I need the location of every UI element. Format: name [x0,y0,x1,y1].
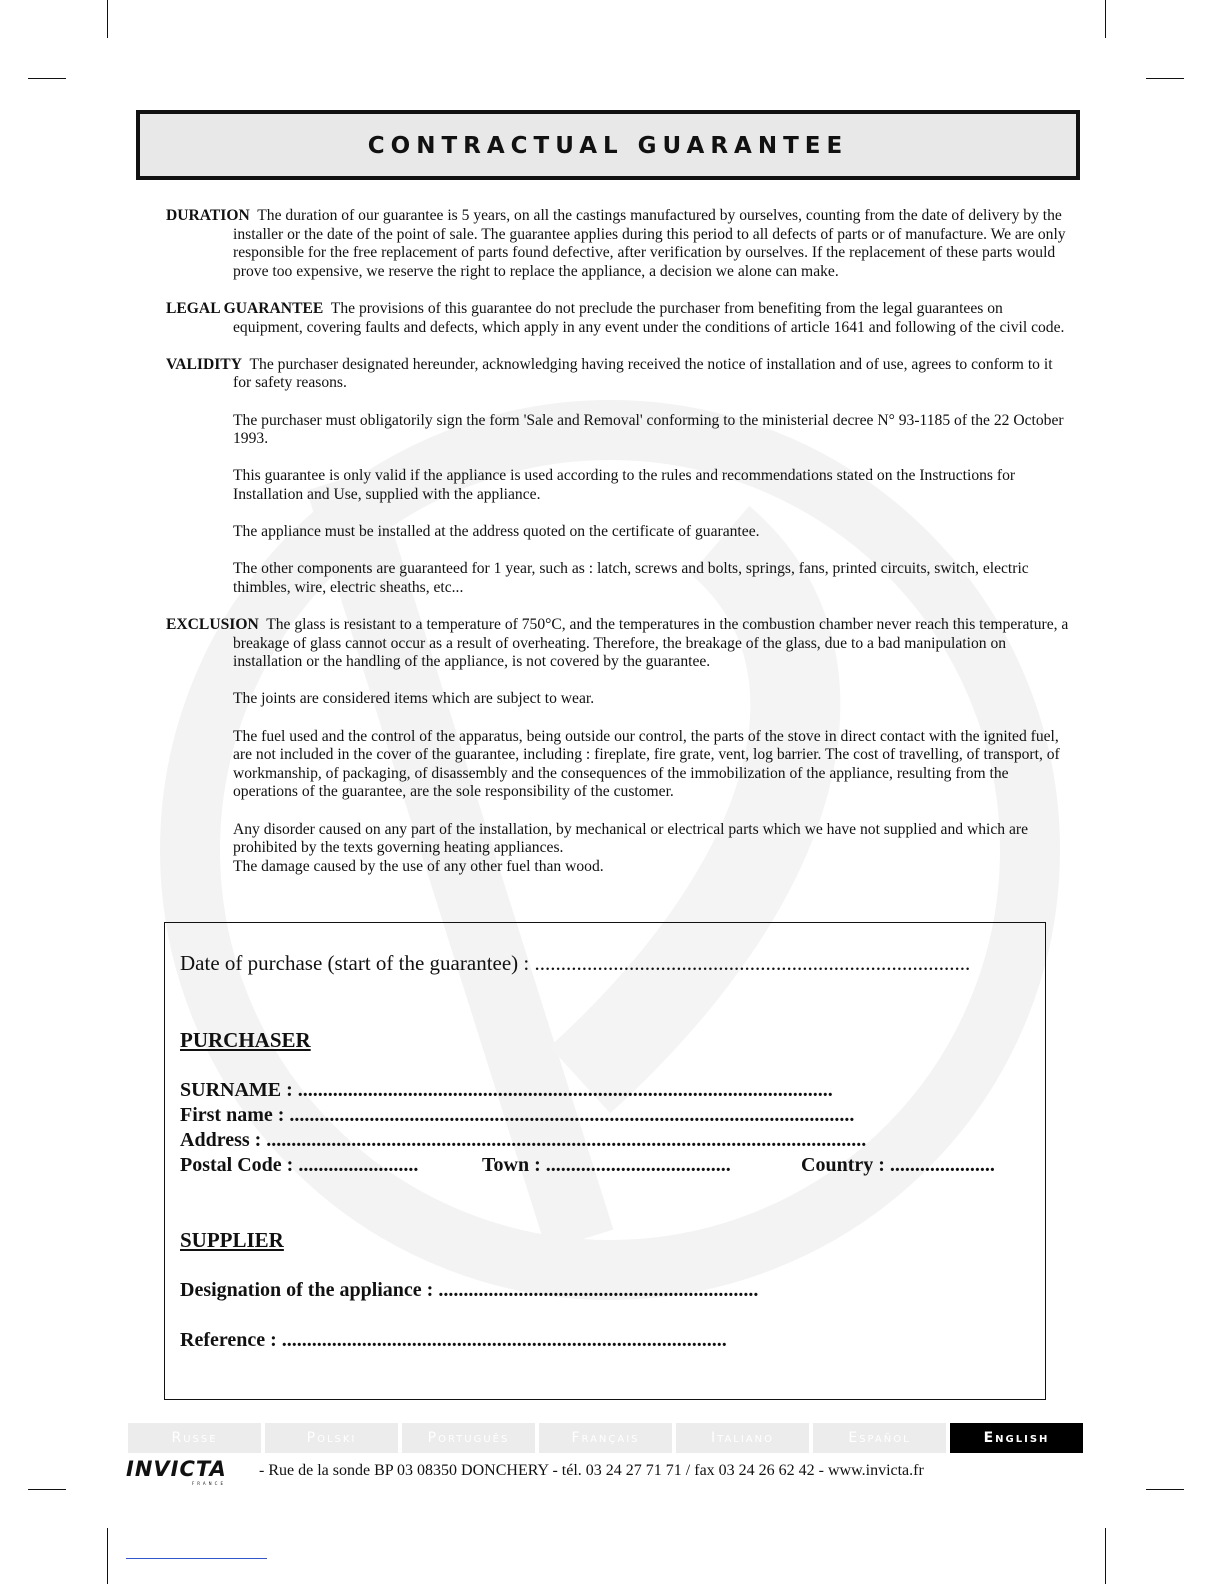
footer-address: - Rue de la sonde BP 03 08350 DONCHERY - tél. 03 24 27 71 71 / fax 03 24 26 62 42 - www.invicta.fr [259,1462,924,1479]
legal-keyword: LEGAL GUARANTEE [166,299,324,317]
tab-english[interactable]: English [950,1423,1083,1453]
crop-mark [28,1489,66,1490]
crop-mark [107,1528,108,1584]
exclusion-text: The glass is resistant to a temperature of 750°C, and the temperatures in the combustion chamber never reach this temperature, a breakage of glass cannot occur as a result of overheating. Therefore, the breakage of the glass, due to a bad manipulation on installation or the handling of the appliance, is not covered by the guarantee. [233,616,1069,671]
crop-mark [107,0,108,38]
title-banner [136,110,1080,180]
invicta-logo: INVICTA [126,1457,227,1481]
crop-mark [1105,0,1106,38]
duration-section [166,207,1070,281]
tab-espanol[interactable]: Español [813,1423,946,1453]
validity-paragraph: The purchaser must obligatorily sign the form 'Sale and Removal' conforming to the ministerial decree N° 93-1185 of the 22 October 1993. [233,411,1064,448]
country-field[interactable]: Country : ..................... [801,1154,995,1176]
crop-mark [28,78,66,79]
invicta-logo-subtitle: FRANCE [192,1481,226,1486]
tab-russe[interactable]: Russe [128,1423,261,1453]
legal-section [166,300,1070,337]
reference-field[interactable]: Reference : ......................................................................................... [180,1329,727,1351]
legal-text: The provisions of this guarantee do not preclude the purchaser from benefiting from the legal guarantees on equipment, covering faults and defects, which apply in any event under the conditions of article 1641 and following of the civil code. [233,299,1065,336]
surname-field[interactable]: SURNAME : ........................................................................................................... [180,1079,833,1101]
page-title: CONTRACTUAL GUARANTEE [367,133,849,159]
guarantee-form [164,922,1046,1400]
validity-section [166,356,1070,393]
exclusion-paragraph: The damage caused by the use of any other fuel than wood. [233,857,604,875]
tab-polski[interactable]: Polski [265,1423,398,1453]
validity-paragraph: The other components are guaranteed for 1 year, such as : latch, screws and bolts, springs, fans, printed circuits, switch, electric thimbles, wire, electric sheaths, etc... [233,560,1029,596]
validity-paragraph: This guarantee is only valid if the appliance is used according to the rules and recommendations stated on the Instructions for Installation and Use, supplied with the appliance. [233,467,1016,503]
address-field[interactable]: Address : ........................................................................................................................ [180,1129,867,1151]
first-name-field[interactable]: First name : ................................................................................................................. [180,1104,855,1126]
crop-mark [1146,78,1184,79]
footer-link-line [126,1558,267,1559]
exclusion-paragraph: Any disorder caused on any part of the installation, by mechanical or electrical parts which we have not supplied and which are prohibited by the texts governing heating appliances. [233,820,1029,857]
supplier-heading: SUPPLIER [180,1228,284,1252]
exclusion-paragraph: The fuel used and the control of the apparatus, being outside our control, the parts of the stove in direct contact with the ignited fuel, are not included in the cover of the guarantee, including : fireplate, fire grate, vent, log barrier. The cost of travelling, of transport, of workmanship, of packaging, of disassembly and the consequences of the immobilization of the appliance, resulting from the operations of the guarantee, are the sole responsibility of the customer. [233,727,1060,801]
validity-paragraph: The appliance must be installed at the address quoted on the certificate of guarantee. [233,523,760,541]
validity-keyword: VALIDITY [166,355,242,373]
purchaser-heading: PURCHASER [180,1028,311,1052]
tab-francais[interactable]: Français [539,1423,672,1453]
duration-keyword: DURATION [166,207,250,224]
town-field[interactable]: Town : ..................................... [482,1154,731,1176]
exclusion-paragraph: The joints are considered items which are subject to wear. [233,690,595,708]
validity-text: The purchaser designated hereunder, acknowledging having received the notice of installation and of use, agrees to conform to it for safety reasons. [233,355,1053,392]
crop-mark [1146,1489,1184,1490]
date-of-purchase-field[interactable]: Date of purchase (start of the guarantee) : ................................................................................... [180,951,971,975]
language-bar [128,1423,1083,1453]
tab-italiano[interactable]: Italiano [676,1423,809,1453]
exclusion-section [166,616,1070,672]
crop-mark [1105,1528,1106,1584]
tab-portugues[interactable]: Português [402,1423,535,1453]
postal-code-field[interactable]: Postal Code : ........................ [180,1154,419,1176]
designation-field[interactable]: Designation of the appliance : ................................................................ [180,1279,759,1301]
duration-text: The duration of our guarantee is 5 years, on all the castings manufactured by ourselves, counting from the date of delivery by the installer or the date of the point of sale. The guarantee applies during this period to all defects of parts or of manufacture. We are only responsible for the free replacement of parts found defective, after verification by ourselves. If the replacement of these parts would prove too expensive, we reserve the right to replace the appliance, a decision we alone can make. [233,207,1066,280]
exclusion-keyword: EXCLUSION [166,616,259,634]
guarantee-terms [166,207,1070,876]
